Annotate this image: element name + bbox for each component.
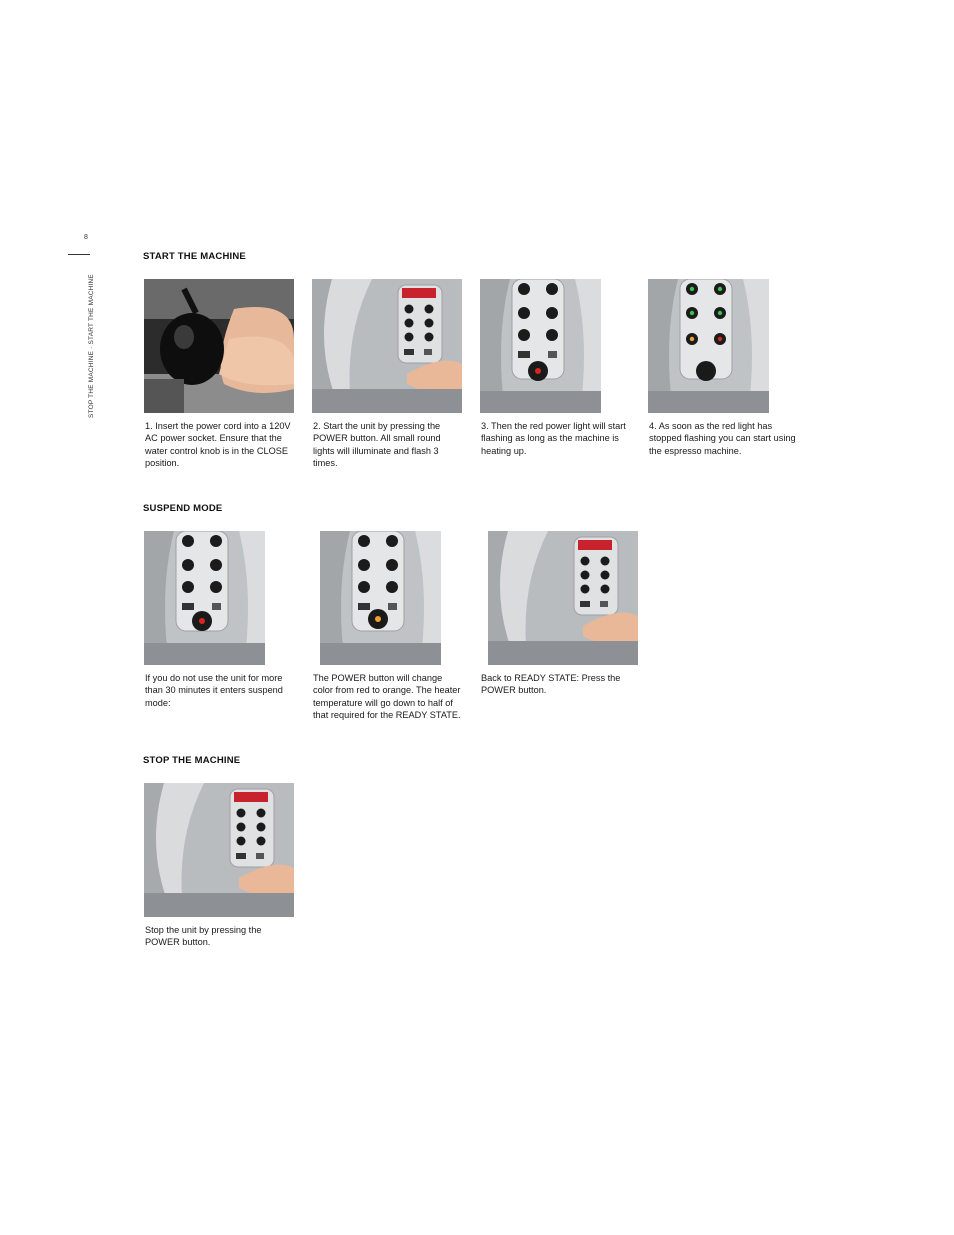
page-number: 8: [84, 234, 88, 241]
photo-panel-red-light: [480, 279, 601, 413]
suspend-caption-3: Back to READY STATE: Press the POWER button.: [481, 673, 621, 696]
side-rule: [68, 254, 90, 255]
photo-hand-pressing-power-stop: [144, 783, 294, 917]
stop-caption-1: Stop the unit by pressing the POWER button.: [145, 925, 262, 948]
step-caption-2: 2. Start the unit by pressing the POWER button. All small round lights will illuminate and flash 3 times.: [313, 421, 441, 469]
step-caption-4: 4. As soon as the red light has stopped flashing you can start using the espresso machine.: [649, 421, 796, 456]
photo-hand-pressing-power: [312, 279, 462, 413]
photo-panel-orange-light: [320, 531, 441, 665]
section-title-suspend: SUSPEND MODE: [143, 503, 223, 514]
section-title-stop: STOP THE MACHINE: [143, 755, 241, 766]
photo-panel-green-lights: [648, 279, 769, 413]
step-caption-3: 3. Then the red power light will start flashing as long as the machine is heating up.: [481, 421, 626, 456]
photo-panel-red-light-suspend: [144, 531, 265, 665]
step-caption-1: 1. Insert the power cord into a 120V AC power socket. Ensure that the water control knob is in the CLOSE position.: [145, 421, 291, 469]
photo-power-cord: [144, 279, 294, 413]
suspend-caption-2: The POWER button will change color from red to orange. The heater temperature will go down to half of that required for the READY STATE.: [313, 673, 461, 721]
section-title-start: START THE MACHINE: [143, 251, 246, 262]
photo-hand-pressing-power-suspend: [488, 531, 638, 665]
side-running-header: STOP THE MACHINE · START THE MACHINE: [88, 274, 95, 418]
suspend-caption-1: If you do not use the unit for more than 30 minutes it enters suspend mode:: [145, 673, 283, 708]
